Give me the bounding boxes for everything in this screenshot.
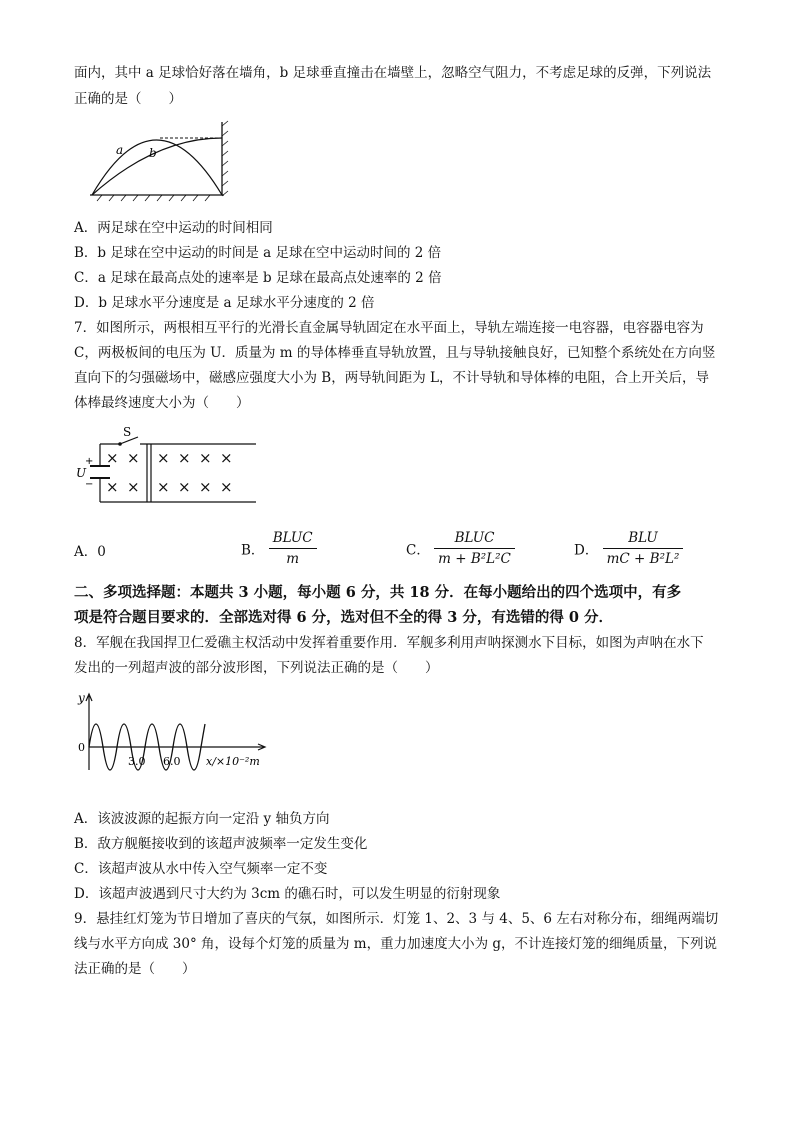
q7-option-b-denominator: m [286, 551, 300, 567]
q7-stem-line4: 体棒最终速度大小为（ ） [74, 395, 250, 411]
q7-stem-line3: 直向下的匀强磁场中，磁感应强度大小为 B，两导轨间距为 L，不计导轨和导体棒的电阻，合上开关后，导 [74, 370, 709, 386]
q8-stem-line1: 8．军舰在我国捍卫仁爱礁主权活动中发挥着重要作用．军舰多利用声呐探测水下目标，如图为声呐在水下 [74, 635, 704, 651]
svg-text:×: × [220, 478, 233, 496]
q7-option-c-label: C． [406, 542, 430, 559]
q6-option-a: A．两足球在空中运动的时间相同 [74, 220, 273, 236]
q7-option-d-numerator: BLU [603, 530, 684, 549]
q8-wave-figure [72, 690, 272, 776]
svg-text:×: × [106, 478, 119, 496]
q6-stem-line2: 正确的是（ ） [74, 91, 182, 107]
svg-text:×: × [178, 449, 191, 467]
q6-option-b: B．b 足球在空中运动的时间是 a 足球在空中运动时间的 2 倍 [74, 245, 442, 261]
q7-stem-line1: 7．如图所示，两根相互平行的光滑长直金属导轨固定在水平面上，导轨左端连接一电容器，电容器电容为 [74, 320, 704, 336]
q7-option-b-label: B． [241, 542, 265, 559]
q7-circuit-figure [72, 424, 262, 508]
q7-option-c-numerator: BLUC [434, 530, 515, 549]
q7-option-b-numerator: BLUC [269, 530, 317, 549]
tick-label-6: 6.0 [163, 755, 181, 768]
y-axis-label: y [78, 691, 85, 705]
voltage-label: U [76, 466, 87, 480]
label-b: b [149, 146, 157, 160]
section2-heading-line1: 二、多项选择题：本题共 3 小题，每小题 6 分，共 18 分．在每小题给出的四个选项中，有多 [74, 584, 682, 601]
q9-stem-line3: 法正确的是（ ） [74, 961, 196, 977]
q6-option-c: C．a 足球在最高点处的速率是 b 足球在最高点处速率的 2 倍 [74, 270, 442, 286]
tick-label-3: 3.0 [128, 755, 146, 768]
q7-option-b [241, 530, 317, 567]
switch-label: S [123, 425, 132, 439]
svg-text:×: × [127, 449, 140, 467]
q6-stem-line1: 面内，其中 a 足球恰好落在墙角，b 足球垂直撞击在墙壁上，忽略空气阻力，不考虑足球的反弹，下列说法 [74, 65, 712, 81]
minus-sign: − [85, 479, 94, 490]
q6-trajectory-figure [72, 112, 242, 204]
origin-label: 0 [78, 741, 85, 754]
section2-heading-line2: 项是符合题目要求的．全部选对得 6 分，选对但不全的得 3 分，有选错的得 0 分． [74, 609, 614, 626]
q8-stem-line2: 发出的一列超声波的部分波形图，下列说法正确的是（ ） [74, 660, 439, 676]
magnetic-field-crosses [106, 449, 233, 496]
q7-option-c [406, 530, 515, 567]
q6-option-d: D．b 足球水平分速度是 a 足球水平分速度的 2 倍 [74, 295, 375, 311]
q7-option-d [574, 530, 683, 567]
q7-option-d-denominator: mC + B²L² [606, 551, 680, 567]
svg-text:×: × [157, 449, 170, 467]
svg-text:×: × [127, 478, 140, 496]
svg-text:×: × [199, 449, 212, 467]
q8-option-b: B．敌方舰艇接收到的该超声波频率一定发生变化 [74, 836, 368, 852]
q9-stem-line1: 9．悬挂红灯笼为节日增加了喜庆的气氛，如图所示．灯笼 1、2、3 与 4、5、6 左右对称分布，细绳两端切 [74, 911, 719, 927]
x-axis-unit-label: x/×10⁻²m [206, 755, 260, 768]
q8-option-c: C．该超声波从水中传入空气频率一定不变 [74, 861, 328, 877]
q7-option-a: A．0 [74, 544, 106, 560]
svg-text:×: × [220, 449, 233, 467]
svg-text:×: × [157, 478, 170, 496]
q7-stem-line2: C，两极板间的电压为 U．质量为 m 的导体棒垂直导轨放置，且与导轨接触良好，已知整个系统处在方向竖 [74, 345, 716, 361]
svg-text:×: × [199, 478, 212, 496]
q7-option-d-label: D． [574, 542, 599, 559]
label-a: a [116, 143, 124, 157]
trajectory-a [92, 140, 222, 195]
q7-option-c-denominator: m + B²L²C [438, 551, 511, 567]
q9-stem-line2: 线与水平方向成 30° 角，设每个灯笼的质量为 m，重力加速度大小为 g，不计连接灯笼的细绳质量，下列说 [74, 936, 718, 952]
svg-text:×: × [178, 478, 191, 496]
svg-text:×: × [106, 449, 119, 467]
plus-sign: + [85, 456, 94, 467]
q8-option-a: A．该波波源的起振方向一定沿 y 轴负方向 [74, 811, 330, 827]
q8-option-d: D．该超声波遇到尺寸大约为 3cm 的礁石时，可以发生明显的衍射现象 [74, 886, 501, 902]
